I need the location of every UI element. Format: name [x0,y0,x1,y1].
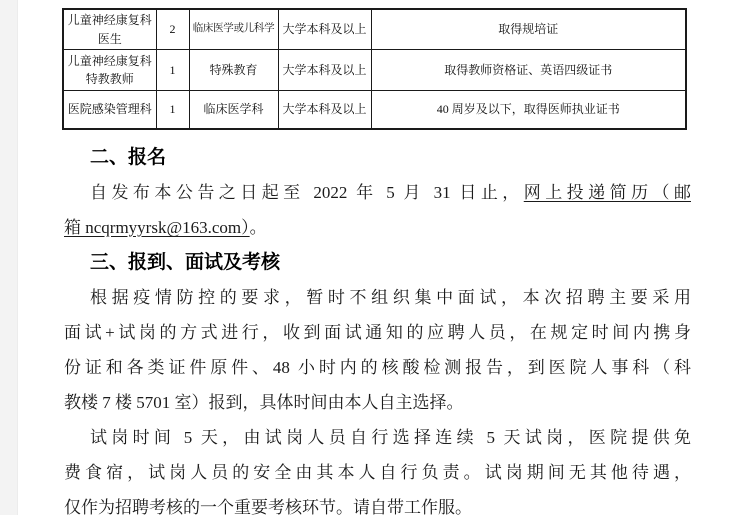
cell-education: 大学本科及以上 [278,91,371,129]
cell-requirement: 取得规培证 [371,9,686,50]
paragraph-line: 试岗时间 5 天，由试岗人员自行选择连续 5 天试岗，医院提供免 [90,428,691,447]
table-row [63,9,686,50]
paragraph-line [64,175,691,210]
resume-delivery-underlined-text: 网上投递简历（邮 [523,183,691,202]
section-heading-registration: 二、报名 [90,147,167,168]
cell-count: 1 [156,50,189,91]
sentence-end: 。 [249,218,267,237]
paragraph-line [64,210,691,245]
cell-count: 2 [156,9,189,50]
paragraph-line: 仅作为招聘考核的一个重要考核环节。请自带工作服。 [64,498,472,517]
table-row [63,91,686,129]
cell-requirement: 取得教师资格证、英语四级证书 [371,50,686,91]
paragraph-line: 份证和各类证件原件、48 小时内的核酸检测报告，到医院人事科（科 [64,358,691,377]
cell-major: 临床医学或儿科学 [189,9,278,50]
paragraph-line: 根据疫情防控的要求，暂时不组织集中面试，本次招聘主要采用 [90,288,691,307]
recruitment-positions-table [62,8,687,130]
paragraph-line: 面试+试岗的方式进行，收到面试通知的应聘人员，在规定时间内携身 [64,323,691,342]
cell-major: 临床医学科 [189,91,278,129]
cell-position: 医院感染管理科 [63,91,156,129]
cell-requirement: 40 周岁及以下，取得医师执业证书 [371,91,686,129]
document-body [64,140,691,525]
left-gutter [0,0,18,515]
email-address-underlined-text: 箱 ncqrmyyrsk@163.com） [64,218,250,237]
paragraph-line: 教楼 7 楼 5701 室）报到，具体时间由本人自主选择。 [64,393,464,412]
cell-position: 儿童神经康复科医生 [63,9,156,50]
table-row [63,50,686,91]
paragraph-line: 费食宿，试岗人员的安全由其本人自行负责。试岗期间无其他待遇， [64,463,691,482]
section-heading-checkin-interview: 三、报到、面试及考核 [90,252,281,273]
cell-education: 大学本科及以上 [278,50,371,91]
cell-major: 特殊教育 [189,50,278,91]
cell-education: 大学本科及以上 [278,9,371,50]
cell-position: 儿童神经康复科特教教师 [63,50,156,91]
registration-deadline-text: 自发布本公告之日起至 2022 年 5 月 31 日止， [90,183,524,202]
cell-count: 1 [156,91,189,129]
